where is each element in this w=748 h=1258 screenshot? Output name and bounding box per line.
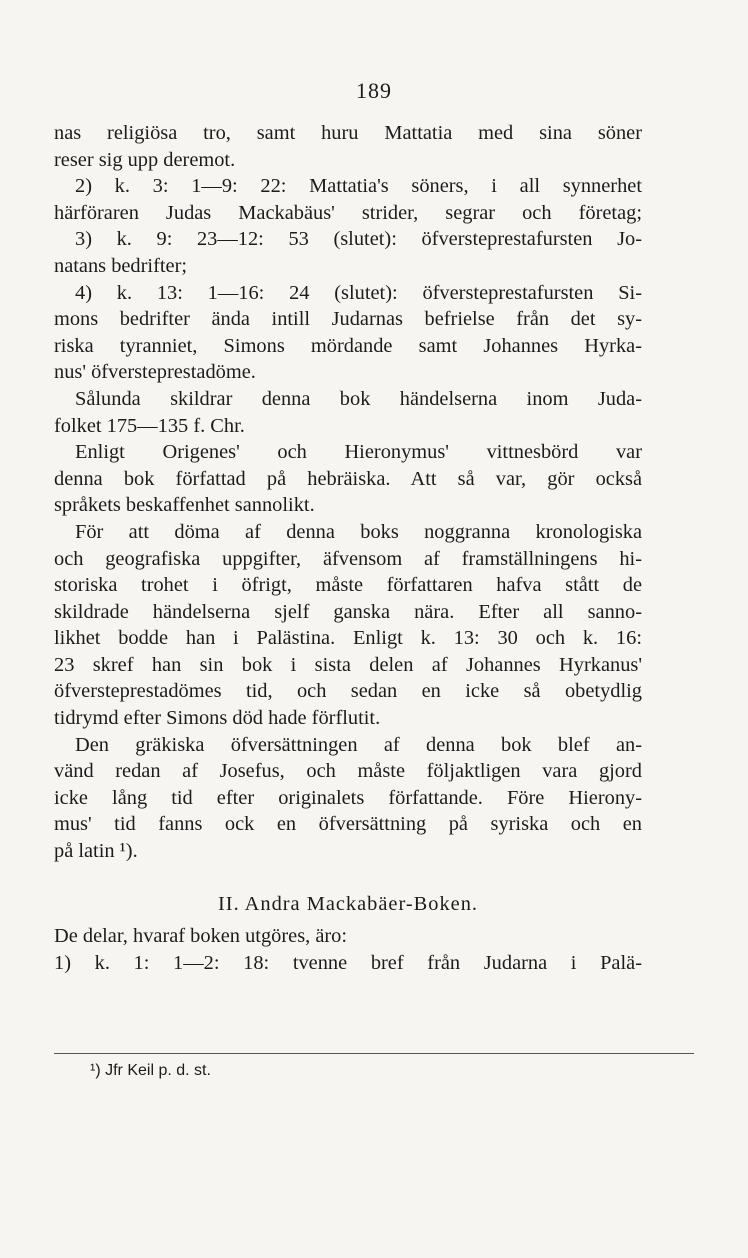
text-line: 1) k. 1: 1—2: 18: tvenne bref från Judarna i Palä- <box>54 951 642 974</box>
text-line: skildrade händelserna sjelf ganska nära. Efter all sanno- <box>54 600 642 623</box>
text-line: natans bedrifter; <box>54 254 188 277</box>
text-line: mons bedrifter ända intill Judarnas befrielse från det sy- <box>54 308 642 331</box>
text-line: riska tyranniet, Simons mördande samt Johannes Hyrka- <box>54 334 642 357</box>
footnote: ¹) Jfr Keil p. d. st. <box>90 1062 211 1079</box>
text-line: likhet bodde han i Palästina. Enligt k. 13: 30 och k. 16: <box>54 627 642 650</box>
text-line: reser sig upp deremot. <box>54 148 236 171</box>
text-line: på latin ¹). <box>54 840 138 863</box>
text-line: icke lång tid efter originalets författande. Före Hierony- <box>54 786 642 809</box>
text-line: mus' tid fanns ock en öfversättning på syriska och en <box>54 813 642 836</box>
text-line: De delar, hvaraf boken utgöres, äro: <box>54 925 348 948</box>
section-heading: II. Andra Mackabäer-Boken. <box>218 892 478 915</box>
text-line: 4) k. 13: 1—16: 24 (slutet): öfversteprestafursten Si- <box>75 281 642 304</box>
text-line: 3) k. 9: 23—12: 53 (slutet): öfversteprestafursten Jo- <box>75 228 642 251</box>
text-line: öfversteprestadömes tid, och sedan en icke så obetydlig <box>54 680 642 703</box>
text-line: Den gräkiska öfversättningen af denna bok blef an- <box>75 733 642 756</box>
footnote-divider <box>54 1053 694 1054</box>
text-line: nas religiösa tro, samt huru Mattatia med sina söner <box>54 122 642 144</box>
text-line: storiska trohet i öfrigt, måste författaren hafva stått de <box>54 574 642 597</box>
text-line: Enligt Origenes' och Hieronymus' vittnesbörd var <box>75 441 642 464</box>
text-line: Sålunda skildrar denna bok händelserna inom Juda- <box>75 387 642 410</box>
text-line: vänd redan af Josefus, och måste följaktligen vara gjord <box>54 760 642 783</box>
text-line: språkets beskaffenhet sannolikt. <box>54 494 315 517</box>
text-line: härföraren Judas Mackabäus' strider, segrar och företag; <box>54 201 642 224</box>
text-line: 23 skref han sin bok i sista delen af Johannes Hyrkanus' <box>54 653 642 676</box>
text-line: För att döma af denna boks noggranna kronologiska <box>75 520 642 543</box>
body-text <box>54 120 642 976</box>
page-number: 189 <box>356 78 392 103</box>
text-line: och geografiska uppgifter, äfvensom af framställningens hi- <box>54 547 642 570</box>
text-line: folket 175—135 f. Chr. <box>54 414 245 437</box>
text-line: denna bok författad på hebräiska. Att så var, gör också <box>54 467 642 490</box>
text-line: nus' öfversteprestadöme. <box>54 361 256 384</box>
text-line: 2) k. 3: 1—9: 22: Mattatia's söners, i all synnerhet <box>75 175 642 198</box>
text-line: tidrymd efter Simons död hade förflutit. <box>54 707 381 730</box>
